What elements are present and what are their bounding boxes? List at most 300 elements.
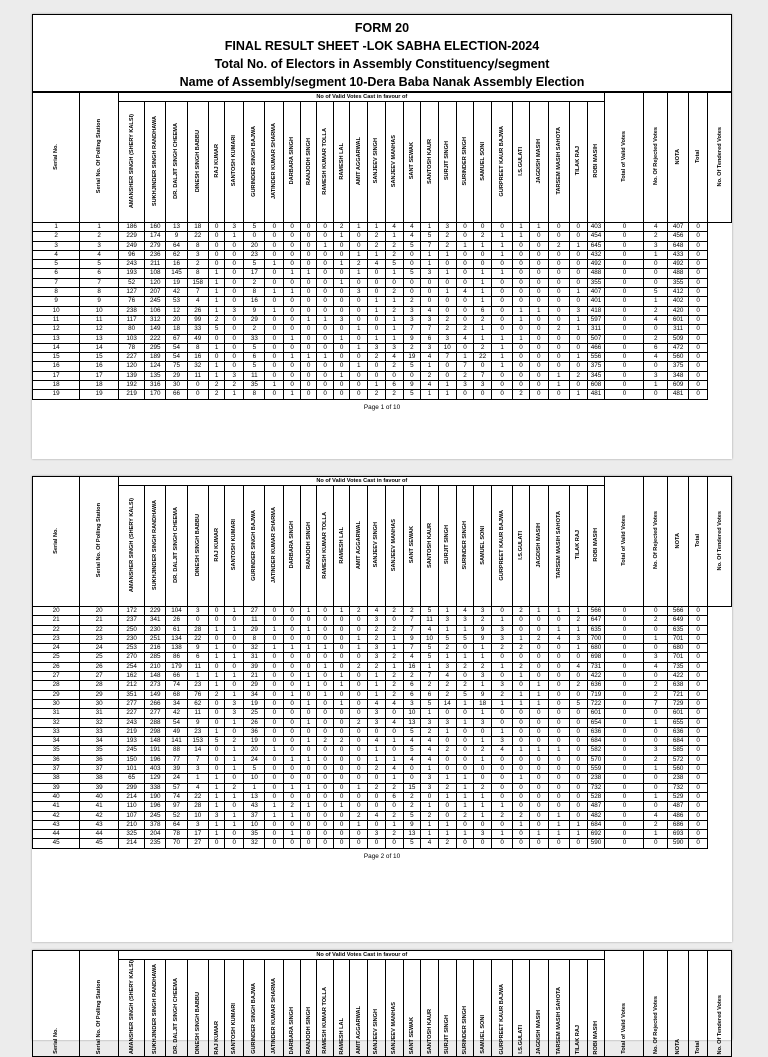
- table-cell: 1: [456, 699, 474, 708]
- table-row: [33, 315, 732, 324]
- table-cell: 1: [456, 241, 474, 250]
- table-cell: 0: [284, 839, 301, 848]
- table-cell: 37: [33, 765, 80, 774]
- table-cell: 2: [368, 634, 386, 643]
- table-cell: 351: [119, 690, 145, 699]
- table-cell: 325: [119, 830, 145, 839]
- table-cell: 0: [265, 232, 284, 241]
- table-cell: 24: [166, 774, 187, 783]
- table-cell: 0: [350, 830, 368, 839]
- table-cell: 0: [225, 830, 244, 839]
- table-cell: 25: [80, 653, 119, 662]
- table-cell: 0: [284, 250, 301, 259]
- table-cell: 1: [350, 325, 368, 334]
- table-cell: 1: [569, 644, 587, 653]
- table-cell: 601: [668, 315, 689, 324]
- table-cell: 0: [350, 334, 368, 343]
- table-cell: 0: [569, 269, 587, 278]
- table-cell: 61: [166, 625, 187, 634]
- table-cell: 54: [166, 343, 187, 352]
- candidate-header: DINESH SINGH BABBU: [194, 992, 201, 1055]
- table-cell: 207: [145, 288, 166, 297]
- candidate-header: RAMESH LAL: [338, 142, 345, 180]
- table-cell: 684: [587, 820, 605, 829]
- table-cell: 0: [284, 625, 301, 634]
- table-cell: 1: [492, 362, 513, 371]
- table-cell: 298: [145, 727, 166, 736]
- table-cell: 0: [350, 653, 368, 662]
- table-cell: 0: [529, 774, 548, 783]
- table-cell: 2: [385, 653, 403, 662]
- table-cell: 1: [265, 811, 284, 820]
- table-cell: 0: [529, 288, 548, 297]
- table-cell: 27: [187, 839, 208, 848]
- table-cell: 5: [644, 288, 668, 297]
- table-cell: 608: [587, 381, 605, 390]
- table-cell: 0: [208, 662, 225, 671]
- table-cell: 9: [166, 232, 187, 241]
- votes-group-header: No of Valid Votes Cast in favour of: [119, 951, 605, 960]
- table-cell: 0: [208, 699, 225, 708]
- table-cell: 0: [403, 260, 421, 269]
- table-cell: 32: [33, 718, 80, 727]
- table-cell: 0: [284, 232, 301, 241]
- table-cell: 25: [33, 653, 80, 662]
- table-cell: 1: [474, 709, 492, 718]
- table-cell: 1: [368, 746, 386, 755]
- table-cell: 0: [208, 223, 225, 232]
- table-cell: 1: [208, 681, 225, 690]
- table-cell: 5: [33, 260, 80, 269]
- table-cell: 145: [166, 269, 187, 278]
- table-cell: 2: [438, 681, 456, 690]
- table-cell: 0: [492, 820, 513, 829]
- table-cell: 2: [474, 662, 492, 671]
- candidate-header: AMANSHER SINGH (SHERY KALSI): [128, 960, 135, 1055]
- table-cell: 0: [492, 792, 513, 801]
- table-cell: 0: [492, 783, 513, 792]
- table-cell: 3: [492, 737, 513, 746]
- table-cell: 2: [421, 371, 439, 380]
- table-cell: 1: [474, 653, 492, 662]
- table-cell: 13: [80, 334, 119, 343]
- table-cell: 2: [438, 690, 456, 699]
- table-cell: 2: [492, 644, 513, 653]
- table-cell: 4: [456, 288, 474, 297]
- table-cell: 1: [225, 755, 244, 764]
- table-cell: 0: [456, 755, 474, 764]
- table-cell: 2: [385, 390, 403, 399]
- table-cell: 39: [244, 662, 265, 671]
- table-cell: 3: [421, 269, 439, 278]
- table-cell: 238: [119, 306, 145, 315]
- table-cell: 29: [244, 681, 265, 690]
- table-cell: 0: [529, 250, 548, 259]
- table-cell: 3: [33, 241, 80, 250]
- table-cell: 30: [166, 381, 187, 390]
- table-cell: 0: [265, 653, 284, 662]
- column-header: Serial No. Of Polling Station: [96, 503, 103, 578]
- table-cell: 1: [438, 792, 456, 801]
- table-cell: 1: [208, 297, 225, 306]
- table-cell: 0: [350, 709, 368, 718]
- table-cell: 0: [421, 278, 439, 287]
- table-cell: 32: [244, 644, 265, 653]
- table-cell: 2: [513, 644, 530, 653]
- table-cell: 1: [438, 653, 456, 662]
- table-cell: 15: [33, 353, 80, 362]
- table-cell: 1: [421, 223, 439, 232]
- table-cell: 107: [119, 811, 145, 820]
- table-cell: 0: [333, 343, 350, 352]
- table-cell: 0: [474, 260, 492, 269]
- table-cell: 19: [80, 390, 119, 399]
- table-cell: 3: [492, 681, 513, 690]
- table-cell: 7: [421, 672, 439, 681]
- table-cell: 0: [265, 662, 284, 671]
- table-cell: 277: [145, 709, 166, 718]
- table-cell: 75: [166, 362, 187, 371]
- table-cell: 77: [166, 755, 187, 764]
- table-cell: 1: [438, 830, 456, 839]
- table-cell: 0: [333, 353, 350, 362]
- table-cell: 1: [385, 755, 403, 764]
- table-cell: 20: [244, 746, 265, 755]
- table-cell: 1: [513, 232, 530, 241]
- votes-group-header: No of Valid Votes Cast in favour of: [119, 477, 605, 486]
- table-cell: 1: [438, 381, 456, 390]
- table-cell: 0: [284, 315, 301, 324]
- table-cell: 0: [513, 709, 530, 718]
- table-cell: 311: [587, 325, 605, 334]
- table-cell: 42: [166, 709, 187, 718]
- table-cell: 1: [421, 250, 439, 259]
- table-cell: 4: [33, 250, 80, 259]
- table-cell: 0: [569, 718, 587, 727]
- table-cell: 1: [244, 783, 265, 792]
- table-cell: 2: [644, 616, 668, 625]
- table-cell: 0: [333, 625, 350, 634]
- table-cell: 482: [587, 811, 605, 820]
- table-cell: 0: [208, 755, 225, 764]
- table-cell: 0: [284, 737, 301, 746]
- table-cell: 560: [668, 353, 689, 362]
- table-cell: 17: [80, 371, 119, 380]
- candidate-header: SURINDER SINGH: [461, 520, 468, 570]
- column-header: Serial No.: [53, 143, 60, 170]
- candidate-header: SANT SEWAK: [408, 142, 415, 180]
- table-cell: 0: [456, 306, 474, 315]
- table-cell: 54: [166, 718, 187, 727]
- table-cell: 4: [385, 353, 403, 362]
- table-cell: 34: [166, 699, 187, 708]
- column-header: Total: [695, 150, 702, 163]
- candidate-header: SANJEEV SINGH: [373, 1008, 380, 1055]
- table-cell: 4: [385, 718, 403, 727]
- table-cell: 1: [300, 718, 317, 727]
- table-cell: 3: [368, 644, 386, 653]
- table-cell: 0: [265, 371, 284, 380]
- table-cell: 3: [474, 718, 492, 727]
- table-cell: 0: [333, 325, 350, 334]
- table-cell: 0: [689, 353, 708, 362]
- table-cell: 1: [529, 690, 548, 699]
- table-cell: 701: [668, 634, 689, 643]
- table-cell: 507: [587, 334, 605, 343]
- table-cell: 0: [317, 681, 334, 690]
- table-cell: 402: [668, 297, 689, 306]
- candidate-header: AMIT AGGARWAL: [355, 1006, 362, 1055]
- table-cell: 0: [284, 699, 301, 708]
- table-cell: 3: [569, 306, 587, 315]
- table-cell: 0: [548, 672, 569, 681]
- table-cell: 0: [317, 746, 334, 755]
- table-cell: 0: [300, 223, 317, 232]
- table-cell: 0: [284, 260, 301, 269]
- table-cell: 0: [317, 653, 334, 662]
- table-cell: 2: [333, 223, 350, 232]
- table-cell: 680: [668, 644, 689, 653]
- table-cell: 78: [166, 830, 187, 839]
- table-cell: 22: [187, 792, 208, 801]
- table-cell: 0: [368, 774, 386, 783]
- table-cell: 3: [644, 653, 668, 662]
- table-cell: 18: [166, 325, 187, 334]
- table-cell: 0: [208, 250, 225, 259]
- table-cell: 0: [605, 288, 644, 297]
- candidate-header: GURPREET KAUR BAJWA: [499, 509, 506, 581]
- column-header: NOTA: [675, 1038, 682, 1055]
- table-cell: 0: [438, 737, 456, 746]
- table-cell: 1: [438, 250, 456, 259]
- table-cell: 0: [548, 297, 569, 306]
- table-cell: 0: [300, 362, 317, 371]
- table-cell: 0: [474, 390, 492, 399]
- table-cell: 2: [421, 727, 439, 736]
- table-cell: 6: [385, 381, 403, 390]
- table-cell: 39: [166, 765, 187, 774]
- table-row: [33, 830, 732, 839]
- table-cell: 433: [668, 250, 689, 259]
- table-cell: 238: [668, 774, 689, 783]
- table-row: [33, 681, 732, 690]
- table-cell: 5: [569, 699, 587, 708]
- table-cell: 3: [421, 783, 439, 792]
- table-cell: 316: [145, 381, 166, 390]
- table-cell: 0: [300, 325, 317, 334]
- table-cell: 1: [300, 755, 317, 764]
- table-cell: 2: [421, 811, 439, 820]
- table-cell: 0: [300, 830, 317, 839]
- table-cell: 0: [284, 718, 301, 727]
- candidate-header: SANTOSH KUMARI: [231, 135, 238, 187]
- table-cell: 0: [333, 792, 350, 801]
- table-cell: 0: [456, 315, 474, 324]
- table-cell: 2: [513, 390, 530, 399]
- table-cell: 0: [456, 727, 474, 736]
- table-cell: 23: [187, 727, 208, 736]
- table-cell: 0: [456, 644, 474, 653]
- table-cell: 2: [403, 297, 421, 306]
- table-cell: 1: [529, 699, 548, 708]
- table-cell: 17: [33, 371, 80, 380]
- table-cell: 5: [403, 839, 421, 848]
- table-cell: 19: [166, 278, 187, 287]
- table-cell: 19: [33, 390, 80, 399]
- table-cell: 26: [80, 662, 119, 671]
- table-cell: 9: [403, 634, 421, 643]
- table-cell: 42: [80, 811, 119, 820]
- table-cell: 1: [492, 250, 513, 259]
- table-cell: 0: [300, 381, 317, 390]
- result-sheet-page-1: [32, 14, 732, 459]
- table-cell: 2: [385, 830, 403, 839]
- candidate-header: GURPREET KAUR BAJWA: [499, 983, 506, 1055]
- table-cell: 0: [605, 260, 644, 269]
- table-cell: 2: [368, 390, 386, 399]
- table-cell: 4: [421, 746, 439, 755]
- table-cell: 0: [513, 625, 530, 634]
- table-cell: 11: [244, 371, 265, 380]
- table-cell: 120: [119, 362, 145, 371]
- table-row: [33, 241, 732, 250]
- table-cell: 10: [244, 774, 265, 783]
- table-cell: 3: [225, 709, 244, 718]
- table-cell: 2: [403, 607, 421, 616]
- table-cell: 0: [333, 718, 350, 727]
- table-cell: 1: [513, 746, 530, 755]
- table-cell: 0: [513, 288, 530, 297]
- table-cell: 0: [317, 607, 334, 616]
- table-cell: 10: [33, 306, 80, 315]
- table-cell: 0: [438, 755, 456, 764]
- table-cell: 0: [300, 820, 317, 829]
- electors-title: Total No. of Electors in Assembly Constituency/segment: [214, 57, 550, 71]
- table-cell: 1: [548, 625, 569, 634]
- table-cell: 26: [166, 616, 187, 625]
- table-row: [33, 699, 732, 708]
- table-cell: 0: [187, 616, 208, 625]
- table-cell: 0: [492, 297, 513, 306]
- table-cell: 0: [548, 260, 569, 269]
- table-cell: 0: [225, 315, 244, 324]
- table-cell: 0: [605, 709, 644, 718]
- table-cell: 0: [300, 306, 317, 315]
- candidate-header: GURINDER SINGH BAJWA: [251, 509, 258, 581]
- table-cell: 1: [208, 362, 225, 371]
- table-cell: 219: [119, 727, 145, 736]
- table-cell: 1: [333, 371, 350, 380]
- table-cell: 1: [265, 746, 284, 755]
- table-cell: 649: [668, 616, 689, 625]
- column-header: Total of Valid Votes: [621, 131, 628, 182]
- table-cell: 6: [644, 343, 668, 352]
- table-cell: 0: [605, 839, 644, 848]
- table-cell: 134: [166, 634, 187, 643]
- table-cell: 1: [513, 334, 530, 343]
- table-cell: 3: [474, 607, 492, 616]
- table-cell: 528: [587, 792, 605, 801]
- table-cell: 0: [644, 672, 668, 681]
- table-cell: 2: [644, 306, 668, 315]
- table-cell: 0: [605, 607, 644, 616]
- table-cell: 0: [644, 802, 668, 811]
- table-cell: 36: [244, 727, 265, 736]
- table-cell: 0: [529, 616, 548, 625]
- table-cell: 99: [187, 315, 208, 324]
- table-cell: 1: [208, 343, 225, 352]
- table-cell: 1: [284, 755, 301, 764]
- form-title: FORM 20: [354, 21, 410, 35]
- table-cell: 6: [474, 306, 492, 315]
- table-cell: 253: [119, 644, 145, 653]
- table-cell: 1: [208, 269, 225, 278]
- table-cell: 3: [438, 334, 456, 343]
- table-cell: 0: [548, 839, 569, 848]
- table-cell: 1: [208, 278, 225, 287]
- table-cell: 0: [265, 690, 284, 699]
- table-cell: 0: [438, 802, 456, 811]
- table-cell: 2: [368, 232, 386, 241]
- table-cell: 23: [187, 681, 208, 690]
- table-cell: 492: [587, 260, 605, 269]
- table-cell: 2: [548, 241, 569, 250]
- table-cell: 0: [350, 746, 368, 755]
- table-cell: 0: [284, 727, 301, 736]
- table-cell: 684: [668, 737, 689, 746]
- table-cell: 2: [456, 811, 474, 820]
- table-cell: 12: [80, 325, 119, 334]
- table-cell: 31: [244, 653, 265, 662]
- table-cell: 8: [80, 288, 119, 297]
- table-cell: 212: [119, 681, 145, 690]
- table-cell: 0: [385, 616, 403, 625]
- table-cell: 2: [385, 362, 403, 371]
- table-cell: 2: [187, 260, 208, 269]
- table-cell: 0: [689, 802, 708, 811]
- table-cell: 45: [33, 839, 80, 848]
- candidate-header: ROBI MASIH: [593, 528, 600, 562]
- table-cell: 1: [300, 644, 317, 653]
- table-cell: 0: [317, 774, 334, 783]
- table-cell: 692: [587, 830, 605, 839]
- table-cell: 3: [333, 315, 350, 324]
- table-cell: 0: [529, 792, 548, 801]
- table-cell: 0: [225, 250, 244, 259]
- table-cell: 96: [119, 250, 145, 259]
- table-cell: 0: [225, 644, 244, 653]
- table-cell: 0: [529, 297, 548, 306]
- table-cell: 64: [166, 820, 187, 829]
- results-table: [32, 476, 732, 849]
- table-cell: 1: [265, 644, 284, 653]
- table-cell: 1: [208, 802, 225, 811]
- table-cell: 227: [119, 353, 145, 362]
- table-cell: 29: [244, 625, 265, 634]
- table-cell: 3: [368, 718, 386, 727]
- table-cell: 2: [368, 625, 386, 634]
- table-cell: 1: [456, 353, 474, 362]
- table-cell: 1: [421, 820, 439, 829]
- table-cell: 219: [119, 390, 145, 399]
- table-cell: 0: [284, 241, 301, 250]
- table-row: [33, 288, 732, 297]
- table-cell: 1: [300, 315, 317, 324]
- table-cell: 375: [668, 362, 689, 371]
- table-cell: 566: [587, 607, 605, 616]
- table-cell: 43: [244, 802, 265, 811]
- table-cell: 1: [300, 802, 317, 811]
